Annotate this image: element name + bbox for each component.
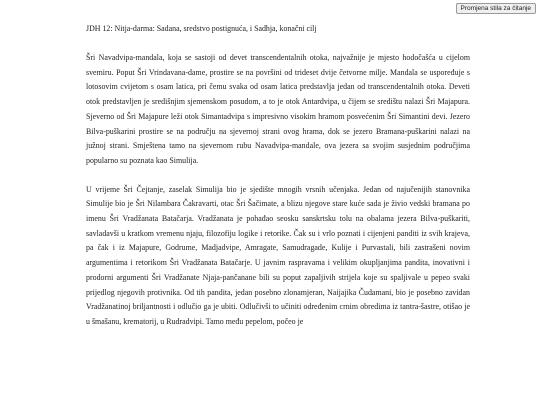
paragraph-simulija: U vrijeme Šri Čejtanje, zaselak Simulija bio je sjedište mnogih vrsnih učenjaka. Jedan od najučenijih stanovnika Simulije bio je Šri Nilambara Čakravarti, otac Šri Šačimate, a blizu njegove stare kuće sada je živio vedski bramana po imenu Šri Vradžanata Batačarja. Vradžanata je pohađao seosku sanskrtsku tolu na obalama jezera Bilva-puškariti, savladavši u kratkom vremenu njaju, filozofiju logike i retorike. Čak su i vrlo poznati i cijenjeni panditi iz svih krajeva, pa čak i iz Majapure, Godrume, Madjadvipe, Amragate, Samudragade, Kulije i Purvastali, bili zastrašeni novim argumentima i retorikom Šri Vradžanata Batačarje. U javnim raspravama i velikim okupljanjima pandita, inovativni i prodorni argumenti Šri Vradžanate Njaja-pančanane bili su poput zapaljivih strijela koje su spaljivale u pepeo svaki prijedlog njegovih protivnika. Od tih pandita, jedan posebno zlonamjeran, Naijajika Čudamani, bio je posebno zavidan Vradžanatinoj briljantnosti i odlučio ga je ubiti. Odlučivši to učiniti određenim crnim obredima iz tantra-šastre, otišao je u šmašanu, krematorij, u Rudradvipi. Tamo među pepelom, počeo je bbox=[86, 184, 470, 326]
document-body bbox=[86, 23, 470, 330]
chapter-title: JDH 12: Nitja-darma: Sadana, sredstvo postignuća, i Sadhja, konačni cilj bbox=[86, 24, 317, 33]
paragraph-navadvipa-mandala: Šri Navadvipa-mandala, koja se sastoji od devet transcendentalnih otoka, najvažnije je mjesto hodočašća u cijelom svemiru. Poput Šri Vrindavana-dame, prostire se na površini od trideset dvije četvorne milje. Mandala se uspoređuje s lotosovim cvijetom s osam latica, pri čemu svaka od osam latica predstavlja jedan od transcendentalnih otoka. Deveti otok predstavljen je središnjim sjemenskom posudom, a to je otok Antardvipa, u čijem se središtu nalazi Šri Majapura. Sjeverno od Šri Majapure leži otok Simantadvipa s impresivno visokim hramom posvećenim Šri Simantini devi. Jezero Bilva-puškarini prostire se na području na sjevernoj strani ovog hrama, dok se jezero Bramana-puškarini nalazi na južnoj strani. Smještena tamo na sjevernom rubu Navadvipa-mandale, ova jezera sa svojim susjednim područjima popularno su poznata kao Simulija. bbox=[86, 53, 470, 165]
reading-style-toggle-button[interactable]: Promjena stila za čitanje bbox=[456, 3, 536, 14]
